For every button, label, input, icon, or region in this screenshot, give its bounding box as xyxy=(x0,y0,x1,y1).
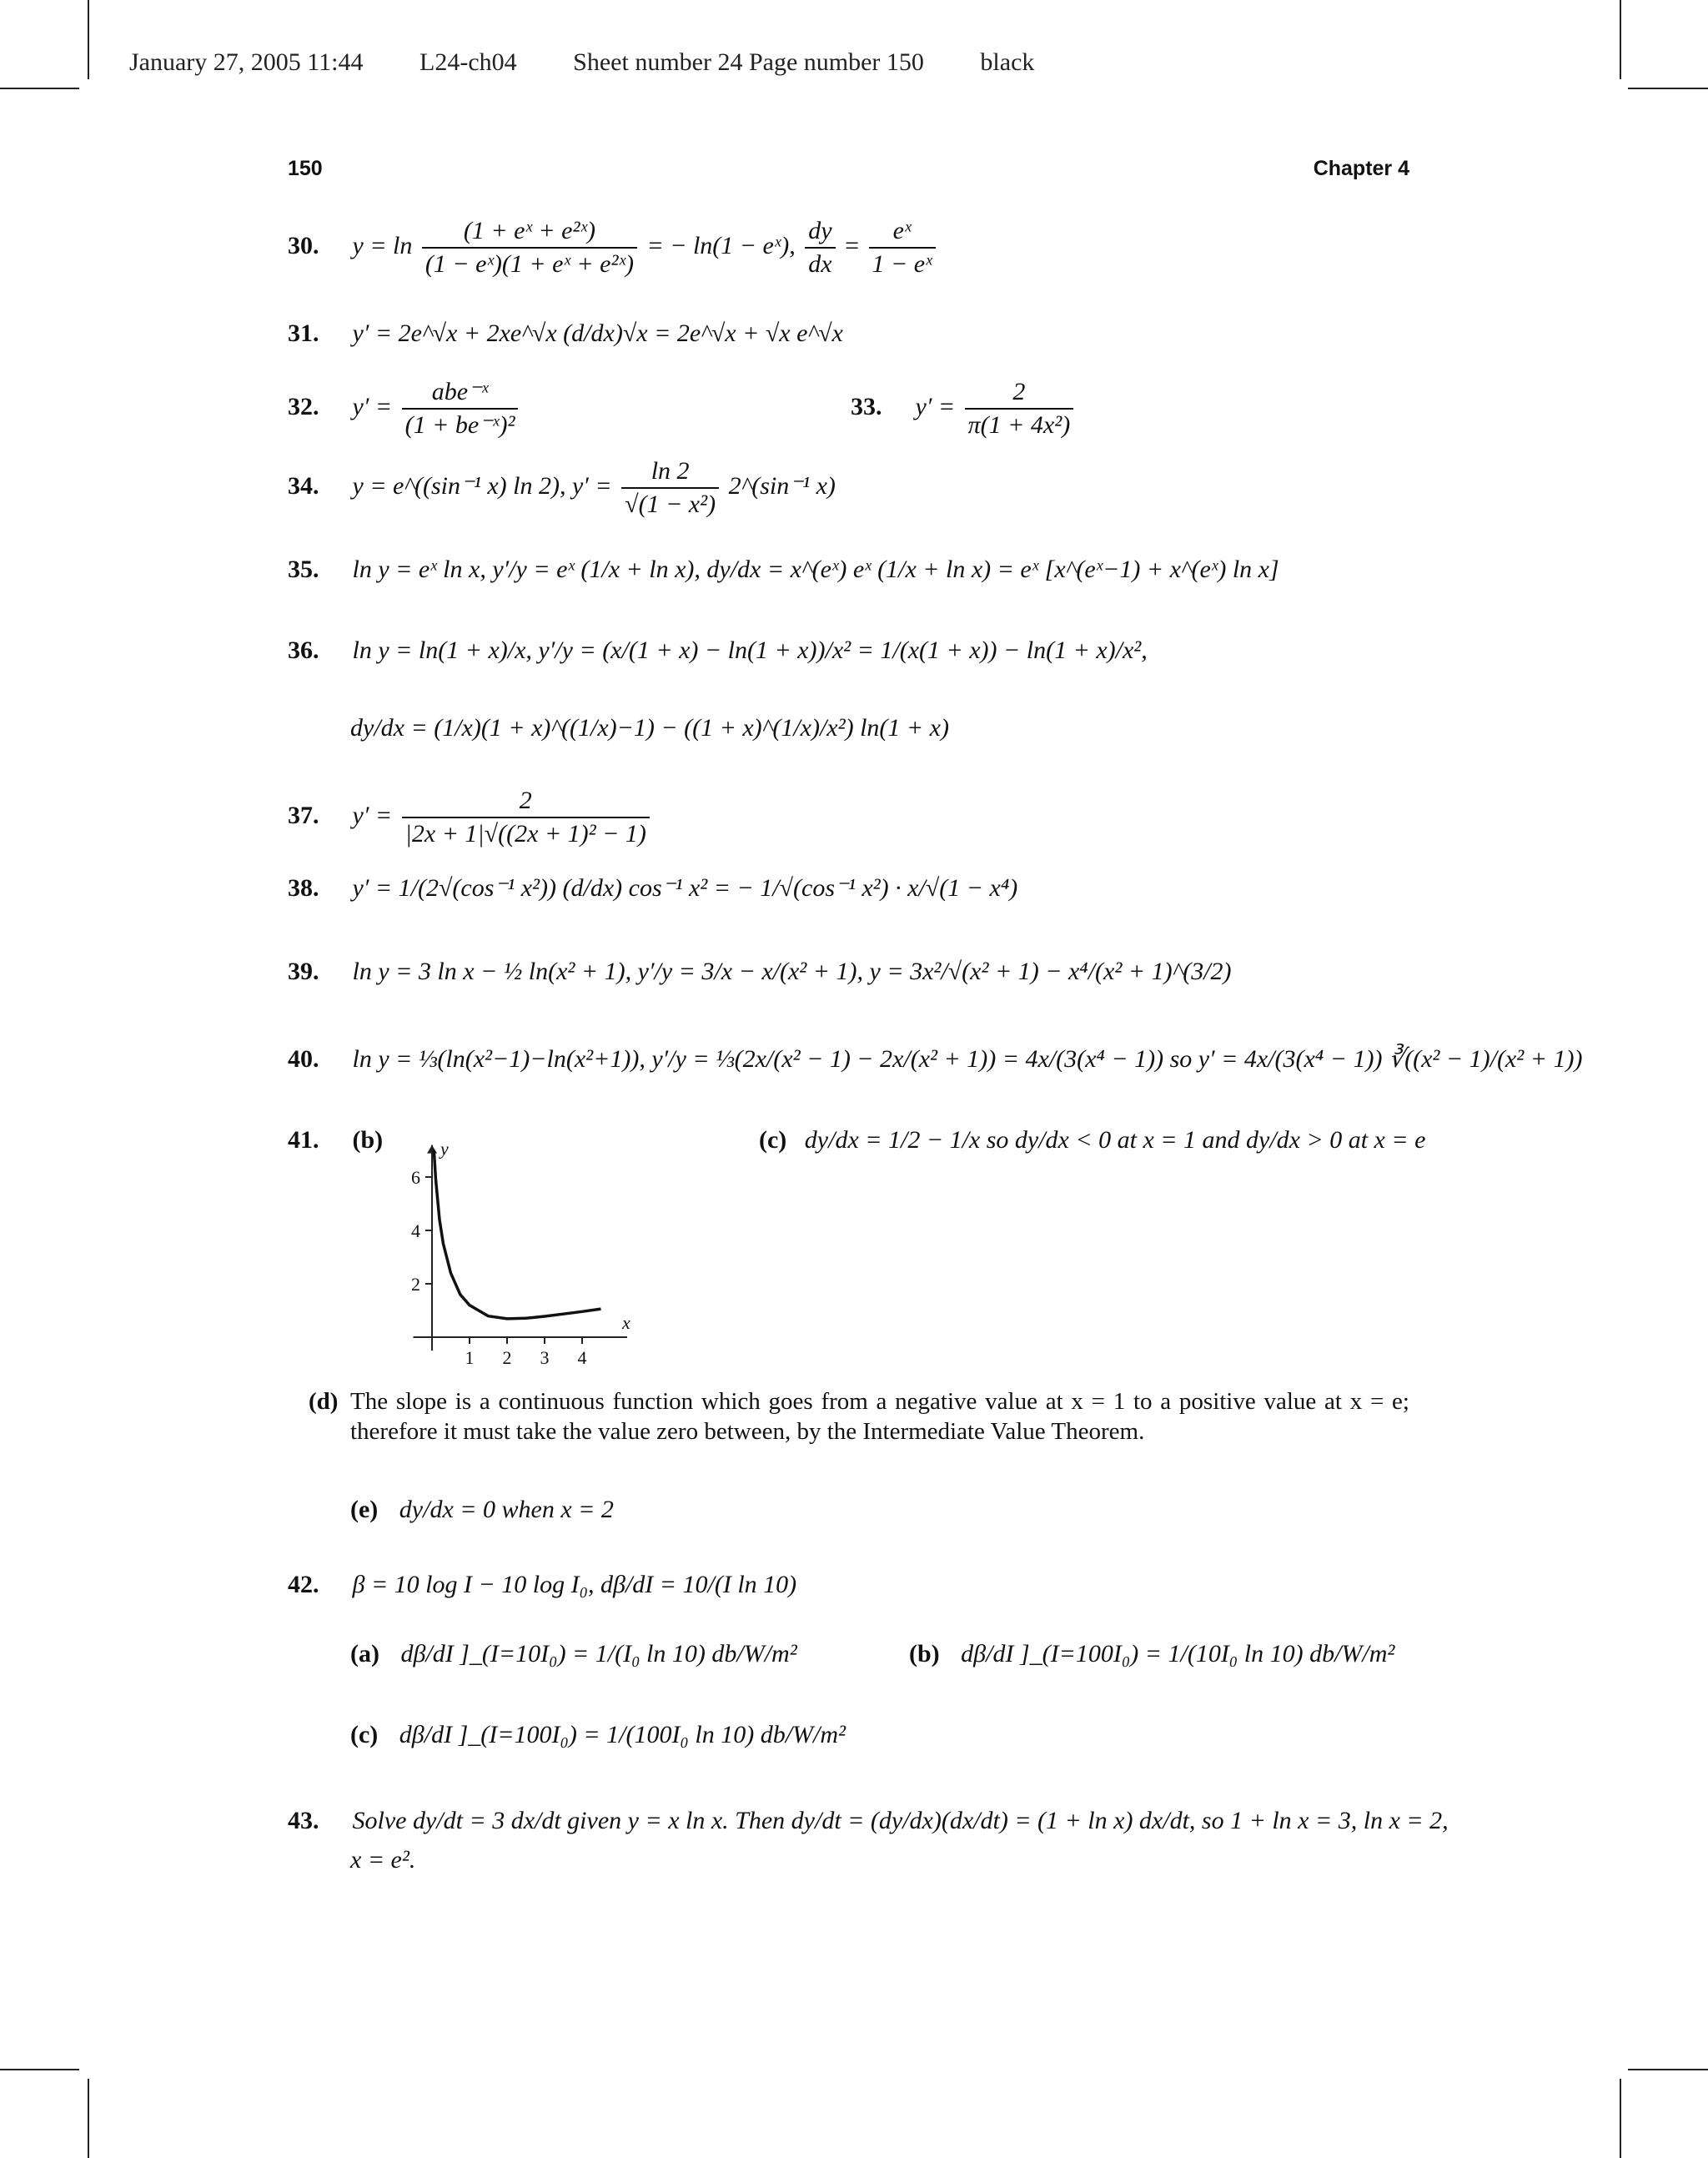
problem-40 xyxy=(288,1047,1582,1072)
part-label: (b) xyxy=(909,1640,940,1668)
header-file: L24-ch04 xyxy=(419,48,517,76)
problem-31 xyxy=(288,321,843,346)
problem-34 xyxy=(288,459,836,517)
x-tick-label: 3 xyxy=(540,1347,550,1364)
problem-number: 35. xyxy=(288,556,319,583)
crop-mark xyxy=(0,2069,79,2070)
fraction: $\frac{\ln 2}{\text{√(1 − x²)}}$ xyxy=(621,459,719,517)
header-color: black xyxy=(980,48,1035,76)
expr: y = ln xyxy=(352,231,413,259)
part-label: (a) xyxy=(350,1640,379,1668)
problem-number: 33. xyxy=(851,392,882,420)
problem-42-part-c xyxy=(350,1723,846,1748)
part-label: (b) xyxy=(352,1126,384,1154)
problem-number: 40. xyxy=(288,1045,319,1073)
problem-number: 41. xyxy=(288,1126,319,1154)
part-label: (d) xyxy=(309,1388,339,1415)
expr: Solve dy/dt = 3 dx/dt given y = x ln x. Then dy/dt = (dy/dx)(dx/dt) = (1 + ln x) dx/dt, so 1 + ln x = 3, ln x = 2, xyxy=(352,1807,1449,1834)
fraction: $\frac{2}{\text{π(1 + 4x²)}}$ xyxy=(965,380,1074,438)
header-sheet: Sheet number 24 Page number 150 xyxy=(573,48,924,76)
problem-42-part-b xyxy=(909,1642,1394,1667)
crop-mark xyxy=(1628,2069,1708,2070)
graph-curve xyxy=(434,1150,600,1319)
problem-33 xyxy=(851,380,1077,438)
expr: y′ = 1/(2√(cos⁻¹ x²)) (d/dx) cos⁻¹ x² = − 1/√(cos⁻¹ x²) · x/√(1 − x⁴) xyxy=(352,874,1018,902)
expr: dy/dx = 0 when x = 2 xyxy=(399,1496,614,1523)
expr: = xyxy=(845,231,860,259)
part-label: (e) xyxy=(350,1496,379,1523)
curve-line xyxy=(434,1150,600,1319)
fraction: $\frac{\text{abe⁻ˣ}}{\text{(1 + be⁻ˣ)²}}$ xyxy=(402,380,519,438)
problem-number: 43. xyxy=(288,1807,319,1834)
part-label: (c) xyxy=(759,1126,787,1154)
expr: dβ/dI ]_(I=100I₀) = 1/(100I₀ ln 10) db/W/m² xyxy=(399,1721,846,1748)
problem-43 xyxy=(288,1808,1449,1834)
crop-mark xyxy=(1620,2079,1621,2158)
problem-number: 42. xyxy=(288,1571,319,1598)
problem-39 xyxy=(288,959,1232,984)
expr: dy/dx = 1/2 − 1/x so dy/dx < 0 at x = 1 and dy/dx > 0 at x = e xyxy=(804,1126,1426,1154)
paragraph: The slope is a continuous function which goes from a negative value at x = 1 to a positive value at x = e; therefore it must take the value zero between, by the Intermediate Value Theorem. xyxy=(350,1388,1409,1445)
problem-number: 36. xyxy=(288,636,319,664)
x-tick-label: 4 xyxy=(577,1347,587,1364)
expr: y′ = 2e^√x + 2xe^√x (d/dx)√x = 2e^√x + √x e^√x xyxy=(352,319,843,347)
problem-37 xyxy=(288,788,653,847)
fraction: $\frac{\text{(1 + eˣ + e²ˣ)}}{\text{(1 − eˣ)(1 + eˣ + e²ˣ)}}$ xyxy=(422,219,637,277)
y-axis-label: y xyxy=(440,1138,449,1159)
page-number: 150 xyxy=(288,157,323,180)
expr: dy/dx = (1/x)(1 + x)^((1/x)−1) − ((1 + x)^(1/x)/x²) ln(1 + x) xyxy=(350,714,949,742)
header-date: January 27, 2005 11:44 xyxy=(129,48,364,76)
problem-number: 31. xyxy=(288,319,319,347)
expr: ln y = 3 ln x − ½ ln(x² + 1), y′/y = 3/x − x/(x² + 1), y = 3x²/√(x² + 1) − x⁴/(x² + 1)^(3/2) xyxy=(352,958,1232,985)
problem-41-part-d xyxy=(309,1386,1409,1446)
y-axis-arrow xyxy=(427,1145,437,1154)
problem-number: 34. xyxy=(288,471,319,500)
problem-number: 37. xyxy=(288,801,319,829)
expr: 2^(sin⁻¹ x) xyxy=(728,471,836,500)
problem-number: 38. xyxy=(288,874,319,902)
problem-32 xyxy=(288,380,521,438)
expr: dβ/dI ]_(I=10I₀) = 1/(I₀ ln 10) db/W/m² xyxy=(400,1640,797,1668)
problem-42-part-a xyxy=(350,1642,797,1667)
problem-38 xyxy=(288,876,1017,901)
crop-mark xyxy=(1620,0,1621,79)
expr: y′ = xyxy=(352,392,393,420)
problem-42 xyxy=(288,1572,796,1597)
expr: β = 10 log I − 10 log I₀, dβ/dI = 10/(I ln 10) xyxy=(352,1571,797,1598)
part-label: (c) xyxy=(350,1721,379,1748)
graph-41b xyxy=(392,1122,667,1364)
x-tick-label: 2 xyxy=(502,1347,512,1364)
expr: x = e². xyxy=(350,1846,416,1874)
expr: y′ = xyxy=(352,801,393,829)
y-tick-label: 6 xyxy=(411,1167,420,1188)
expr: = − ln(1 − eˣ), xyxy=(646,231,796,259)
problem-36 xyxy=(288,638,1148,663)
x-axis-label: x xyxy=(622,1312,630,1333)
problem-41-part-c xyxy=(759,1128,1425,1153)
fraction: $\frac{dy}{dx}$ xyxy=(805,219,835,277)
problem-36-continued xyxy=(350,716,949,741)
expr: ln y = eˣ ln x, y′/y = eˣ (1/x + ln x), dy/dx = x^(eˣ) eˣ (1/x + ln x) = eˣ [x^(eˣ−1) + x^(eˣ) ln x] xyxy=(352,556,1279,583)
problem-number: 39. xyxy=(288,958,319,985)
expr: dβ/dI ]_(I=100I₀) = 1/(10I₀ ln 10) db/W/m² xyxy=(961,1640,1395,1668)
problem-43-continued xyxy=(350,1848,415,1873)
problem-41 xyxy=(288,1128,383,1153)
x-tick-label: 1 xyxy=(465,1347,475,1364)
expr: ln y = ⅓(ln(x²−1)−ln(x²+1)), y′/y = ⅓(2x/(x² − 1) − 2x/(x² + 1)) = 4x/(3(x⁴ − 1)) so y′ = 4x/(3(x⁴ − 1)) ∛((x² − 1)/(x² + 1)) xyxy=(352,1045,1583,1073)
problem-number: 30. xyxy=(288,231,319,259)
fraction: $\frac{\text{eˣ}}{\text{1 − eˣ}}$ xyxy=(869,219,936,277)
y-tick-label: 2 xyxy=(411,1274,420,1295)
crop-mark xyxy=(1628,88,1708,89)
problem-30 xyxy=(288,219,939,277)
crop-mark xyxy=(88,2079,89,2158)
problem-number: 32. xyxy=(288,392,319,420)
problem-41-part-e xyxy=(350,1497,614,1522)
y-tick-label: 4 xyxy=(411,1220,420,1241)
crop-mark xyxy=(0,88,79,89)
fraction: $\frac{2}{\text{|2x + 1|√((2x + 1)² − 1)}}$ xyxy=(402,788,650,847)
crop-mark xyxy=(88,0,89,79)
problem-35 xyxy=(288,557,1279,582)
print-header xyxy=(129,48,1084,77)
expr: ln y = ln(1 + x)/x, y′/y = (x/(1 + x) − ln(1 + x))/x² = 1/(x(1 + x)) − ln(1 + x)/x², xyxy=(352,636,1148,664)
expr: y′ = xyxy=(915,392,956,420)
chapter-title: Chapter 4 xyxy=(1313,157,1409,180)
expr: y = e^((sin⁻¹ x) ln 2), y′ = xyxy=(352,471,612,500)
